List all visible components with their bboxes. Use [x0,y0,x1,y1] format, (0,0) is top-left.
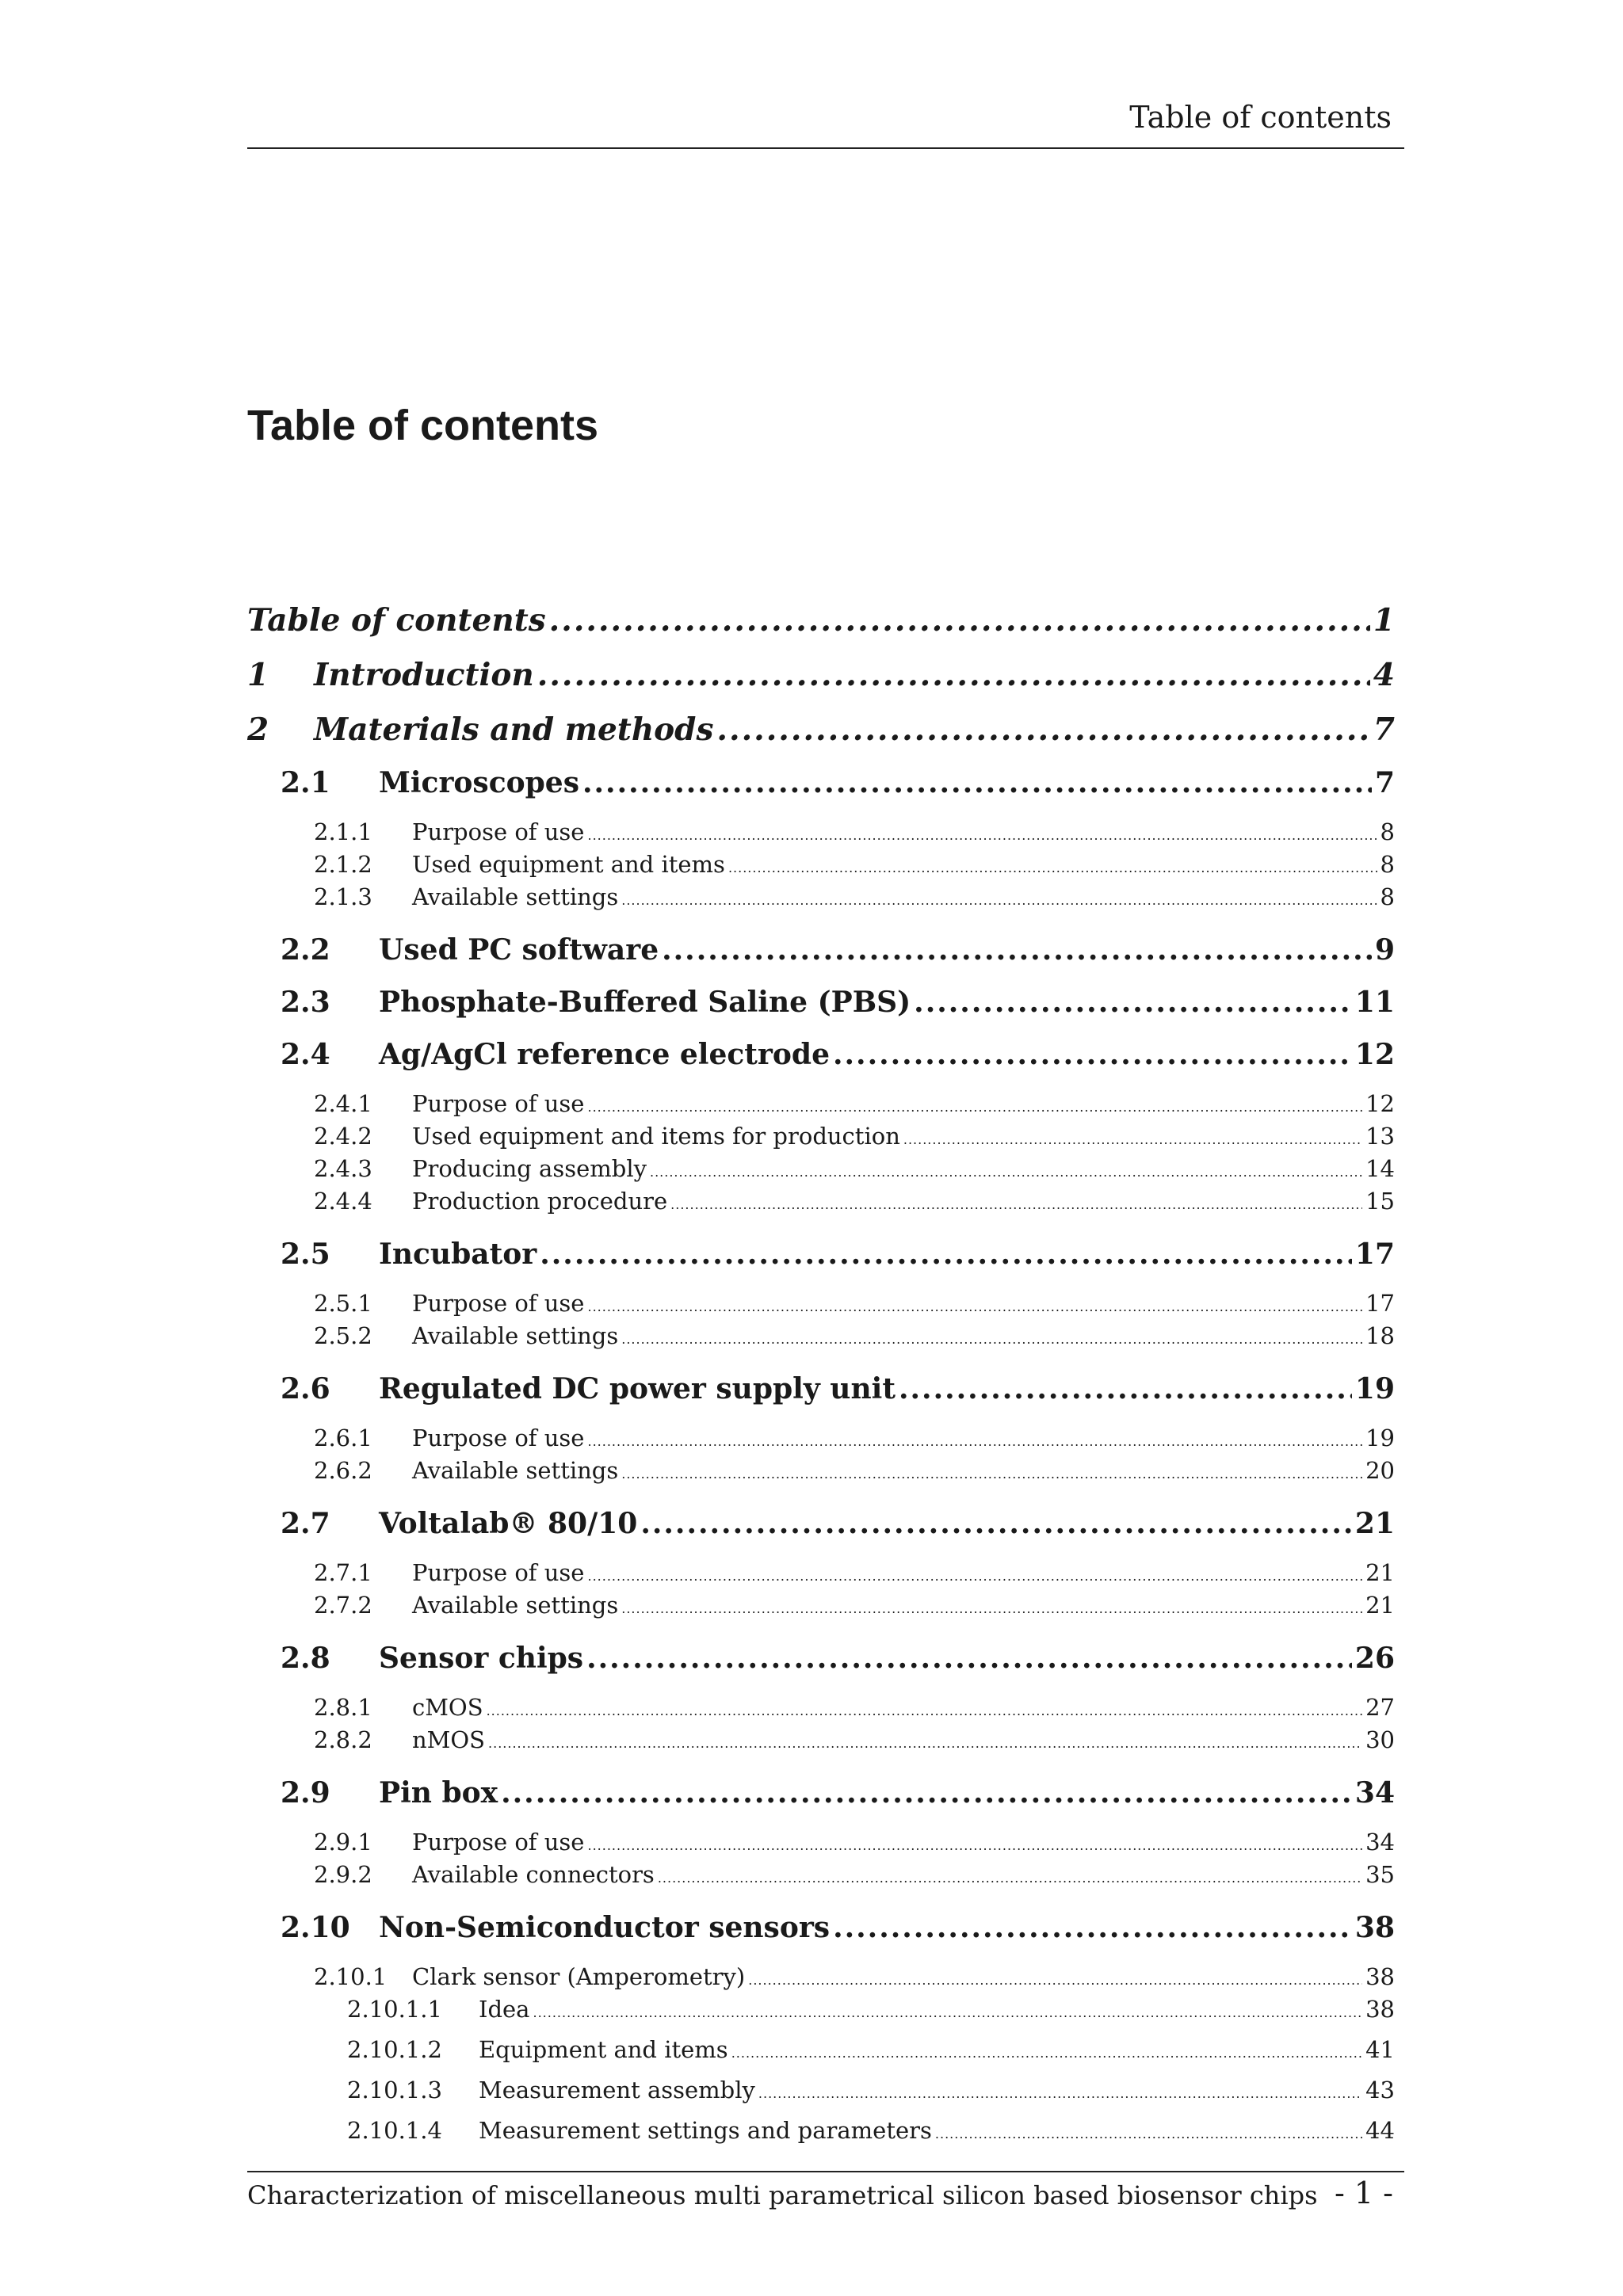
toc-dot-leader [650,1165,1362,1180]
toc-entry-title: Microscopes [379,766,579,799]
toc-entry-number: 2.7 [281,1507,330,1540]
toc-dot-leader [903,1132,1362,1147]
toc-entry-page: 19 [1365,1425,1395,1451]
toc-dot-leader [582,766,1372,799]
running-footer [247,2171,1404,2220]
toc-entry-number: 2.6.2 [314,1457,372,1484]
toc-entry-title: Purpose of use [412,1425,585,1451]
toc-entry[interactable] [247,2117,1395,2157]
toc-entry-number: 2.4.4 [314,1188,372,1215]
toc-entry-title: Used equipment and items for production [412,1123,900,1150]
toc-entry[interactable] [247,1829,1395,1861]
toc-entry-number: 2.4.3 [314,1155,372,1182]
running-header-title: Table of contents [1129,100,1392,135]
toc-entry-page: 34 [1354,1776,1395,1810]
toc-entry-title: Available settings [412,1592,619,1619]
toc-entry-title: nMOS [412,1726,486,1753]
toc-entry-page: 21 [1365,1559,1395,1586]
toc-entry-page: 43 [1365,2077,1395,2103]
toc-entry[interactable] [247,1642,1395,1694]
toc-entry-number: 2 [247,711,269,748]
toc-entry-number: 2.6.1 [314,1425,372,1451]
toc-entry-page: 38 [1354,1911,1395,1944]
toc-dot-leader [487,1703,1363,1718]
toc-entry-number: 2.1 [281,766,330,799]
toc-entry[interactable] [247,1776,1395,1829]
toc-entry-title: Introduction [314,657,534,693]
toc-entry-page: 12 [1365,1090,1395,1117]
toc-dot-leader [587,1838,1362,1853]
toc-dot-leader [587,1299,1362,1314]
toc-entry-title: Idea [479,1996,530,2023]
toc-entry-title: Used equipment and items [412,851,725,878]
toc-entry-number: 2.7.2 [314,1592,372,1619]
toc-entry-title: Measurement assembly [479,2077,755,2103]
toc-entry-page: 1 [1373,602,1395,639]
toc-entry-number: 2.9.2 [314,1861,372,1888]
toc-entry-title: Materials and methods [314,711,714,748]
toc-entry-title: Available connectors [412,1861,655,1888]
toc-entry-page: 19 [1354,1372,1395,1405]
toc-entry[interactable] [247,1372,1395,1425]
toc-dot-leader [935,2126,1362,2142]
toc-entry-page: 38 [1365,1996,1395,2023]
toc-entry[interactable] [247,1963,1395,1996]
toc-entry-title: Non-Semiconductor sensors [379,1911,831,1944]
toc-entry[interactable] [247,1123,1395,1155]
toc-entry[interactable] [247,1322,1395,1355]
toc-entry[interactable] [247,1694,1395,1726]
toc-entry-title: Used PC software [379,933,659,967]
toc-entry-number: 2.10.1.4 [347,2117,442,2144]
toc-entry-page: 21 [1354,1507,1395,1540]
toc-entry-title: Phosphate-Buffered Saline (PBS) [379,986,911,1019]
toc-entry-title: Equipment and items [479,2036,728,2063]
toc-entry[interactable] [247,1592,1395,1624]
toc-entry-number: 2.9 [281,1776,330,1810]
toc-entry-title: cMOS [412,1694,483,1721]
toc-entry-title: Table of contents [247,602,546,639]
toc-entry-page: 44 [1365,2117,1395,2144]
page-title: Table of contents [247,402,599,449]
toc-entry[interactable] [247,883,1395,916]
toc-dot-leader [748,1973,1362,1988]
toc-dot-leader [587,828,1377,843]
toc-entry-title: Production procedure [412,1188,668,1215]
toc-entry[interactable] [247,818,1395,851]
toc-entry-number: 2.1.2 [314,851,372,878]
toc-entry-number: 2.2 [281,933,330,967]
toc-entry-number: 1 [247,657,269,693]
toc-entry-page: 34 [1365,1829,1395,1855]
toc-entry-title: Measurement settings and parameters [479,2117,932,2144]
toc-dot-leader [540,1238,1352,1271]
toc-entry-page: 20 [1365,1457,1395,1484]
toc-entry-number: 2.5.1 [314,1290,372,1317]
toc-entry-page: 17 [1365,1290,1395,1317]
toc-entry[interactable] [247,1507,1395,1559]
toc-dot-leader [731,2046,1362,2061]
toc-entry-number: 2.4 [281,1038,330,1071]
toc-dot-leader [670,1197,1362,1212]
toc-entry[interactable] [247,1996,1395,2036]
toc-entry-title: Pin box [379,1776,498,1810]
toc-entry[interactable] [247,2036,1395,2077]
toc-entry[interactable] [247,1425,1395,1457]
toc-entry-page: 30 [1365,1726,1395,1753]
toc-entry-page: 8 [1380,883,1395,910]
toc-entry-page: 14 [1365,1155,1395,1182]
toc-dot-leader [833,1911,1352,1944]
toc-entry-page: 9 [1374,933,1395,967]
toc-entry-page: 11 [1354,986,1395,1019]
toc-entry-page: 35 [1365,1861,1395,1888]
toc-entry-page: 4 [1373,657,1395,693]
toc-entry[interactable] [247,933,1395,986]
toc-entry-page: 8 [1380,818,1395,845]
toc-entry-title: Purpose of use [412,818,585,845]
toc-entry-number: 2.1.1 [314,818,372,845]
toc-entry[interactable] [247,1457,1395,1489]
toc-dot-leader [662,933,1372,967]
toc-entry[interactable] [247,766,1395,818]
table-of-contents [247,602,1395,2157]
footer-page-number: - 1 - [1334,2176,1393,2210]
toc-entry-title: Purpose of use [412,1559,585,1586]
toc-entry[interactable] [247,1038,1395,1090]
toc-dot-leader [758,2086,1362,2101]
toc-entry-page: 41 [1365,2036,1395,2063]
toc-entry-page: 21 [1365,1592,1395,1619]
toc-entry-number: 2.6 [281,1372,330,1405]
toc-entry[interactable] [247,1911,1395,1963]
toc-dot-leader [728,860,1377,875]
toc-dot-leader [716,711,1369,748]
toc-dot-leader [833,1038,1352,1071]
toc-dot-leader [621,1466,1362,1482]
toc-entry[interactable] [247,711,1395,766]
toc-entry-title: Purpose of use [412,1090,585,1117]
toc-entry-number: 2.8 [281,1642,330,1675]
toc-entry-number: 2.8.2 [314,1726,372,1753]
toc-dot-leader [621,1332,1362,1347]
toc-dot-leader [621,1601,1362,1616]
toc-dot-leader [533,2005,1362,2020]
toc-entry-title: Clark sensor (Amperometry) [412,1963,746,1990]
toc-entry-number: 2.1.3 [314,883,372,910]
toc-entry-number: 2.9.1 [314,1829,372,1855]
toc-entry-number: 2.10.1.3 [347,2077,442,2103]
toc-entry-title: Purpose of use [412,1290,585,1317]
toc-entry-number: 2.10.1.2 [347,2036,442,2063]
toc-entry[interactable] [247,1290,1395,1322]
toc-entry-page: 15 [1365,1188,1395,1215]
toc-entry-title: Available settings [412,1322,619,1349]
toc-dot-leader [501,1776,1352,1810]
toc-dot-leader [899,1372,1352,1405]
toc-entry-title: Available settings [412,1457,619,1484]
toc-entry-page: 38 [1365,1963,1395,1990]
toc-dot-leader [587,1100,1362,1115]
toc-entry[interactable] [247,2077,1395,2117]
toc-dot-leader [914,986,1352,1019]
toc-dot-leader [586,1642,1352,1675]
toc-entry-number: 2.3 [281,986,330,1019]
toc-entry[interactable] [247,1155,1395,1188]
toc-entry-page: 27 [1365,1694,1395,1721]
toc-dot-leader [549,602,1370,639]
toc-entry[interactable] [247,602,1395,657]
toc-entry-page: 18 [1365,1322,1395,1349]
toc-entry-title: Incubator [379,1238,537,1271]
toc-entry-title: Sensor chips [379,1642,584,1675]
toc-entry-page: 17 [1354,1238,1395,1271]
toc-dot-leader [640,1507,1352,1540]
toc-entry-number: 2.5 [281,1238,330,1271]
toc-entry-title: Ag/AgCl reference electrode [379,1038,830,1071]
toc-entry-number: 2.5.2 [314,1322,372,1349]
toc-entry-number: 2.4.2 [314,1123,372,1150]
toc-entry-number: 2.10.1 [314,1963,388,1990]
toc-dot-leader [621,893,1377,908]
toc-entry-number: 2.10 [281,1911,350,1944]
toc-entry[interactable] [247,851,1395,883]
toc-dot-leader [587,1434,1362,1449]
toc-entry-number: 2.8.1 [314,1694,372,1721]
toc-entry[interactable] [247,1188,1395,1220]
toc-entry[interactable] [247,1238,1395,1290]
toc-entry[interactable] [247,1559,1395,1592]
toc-entry-title: Voltalab® 80/10 [379,1507,638,1540]
toc-entry-title: Regulated DC power supply unit [379,1372,896,1405]
toc-entry-page: 12 [1354,1038,1395,1071]
toc-entry-number: 2.7.1 [314,1559,372,1586]
toc-entry-page: 13 [1365,1123,1395,1150]
toc-entry-number: 2.10.1.1 [347,1996,442,2023]
toc-entry-page: 7 [1374,766,1395,799]
toc-entry-page: 26 [1354,1642,1395,1675]
toc-dot-leader [587,1569,1362,1584]
toc-entry[interactable] [247,1090,1395,1123]
toc-entry-title: Purpose of use [412,1829,585,1855]
footer-document-title: Characterization of miscellaneous multi parametrical silicon based biosensor chips [247,2180,1318,2210]
toc-dot-leader [488,1736,1362,1751]
running-header [247,93,1404,149]
toc-entry[interactable] [247,1726,1395,1759]
toc-entry[interactable] [247,986,1395,1038]
toc-entry-title: Producing assembly [412,1155,647,1182]
toc-dot-leader [658,1871,1362,1886]
toc-entry[interactable] [247,657,1395,711]
toc-entry-page: 8 [1380,851,1395,878]
toc-dot-leader [537,657,1370,693]
toc-entry-title: Available settings [412,883,619,910]
toc-entry-number: 2.4.1 [314,1090,372,1117]
toc-entry[interactable] [247,1861,1395,1894]
toc-entry-page: 7 [1373,711,1395,748]
